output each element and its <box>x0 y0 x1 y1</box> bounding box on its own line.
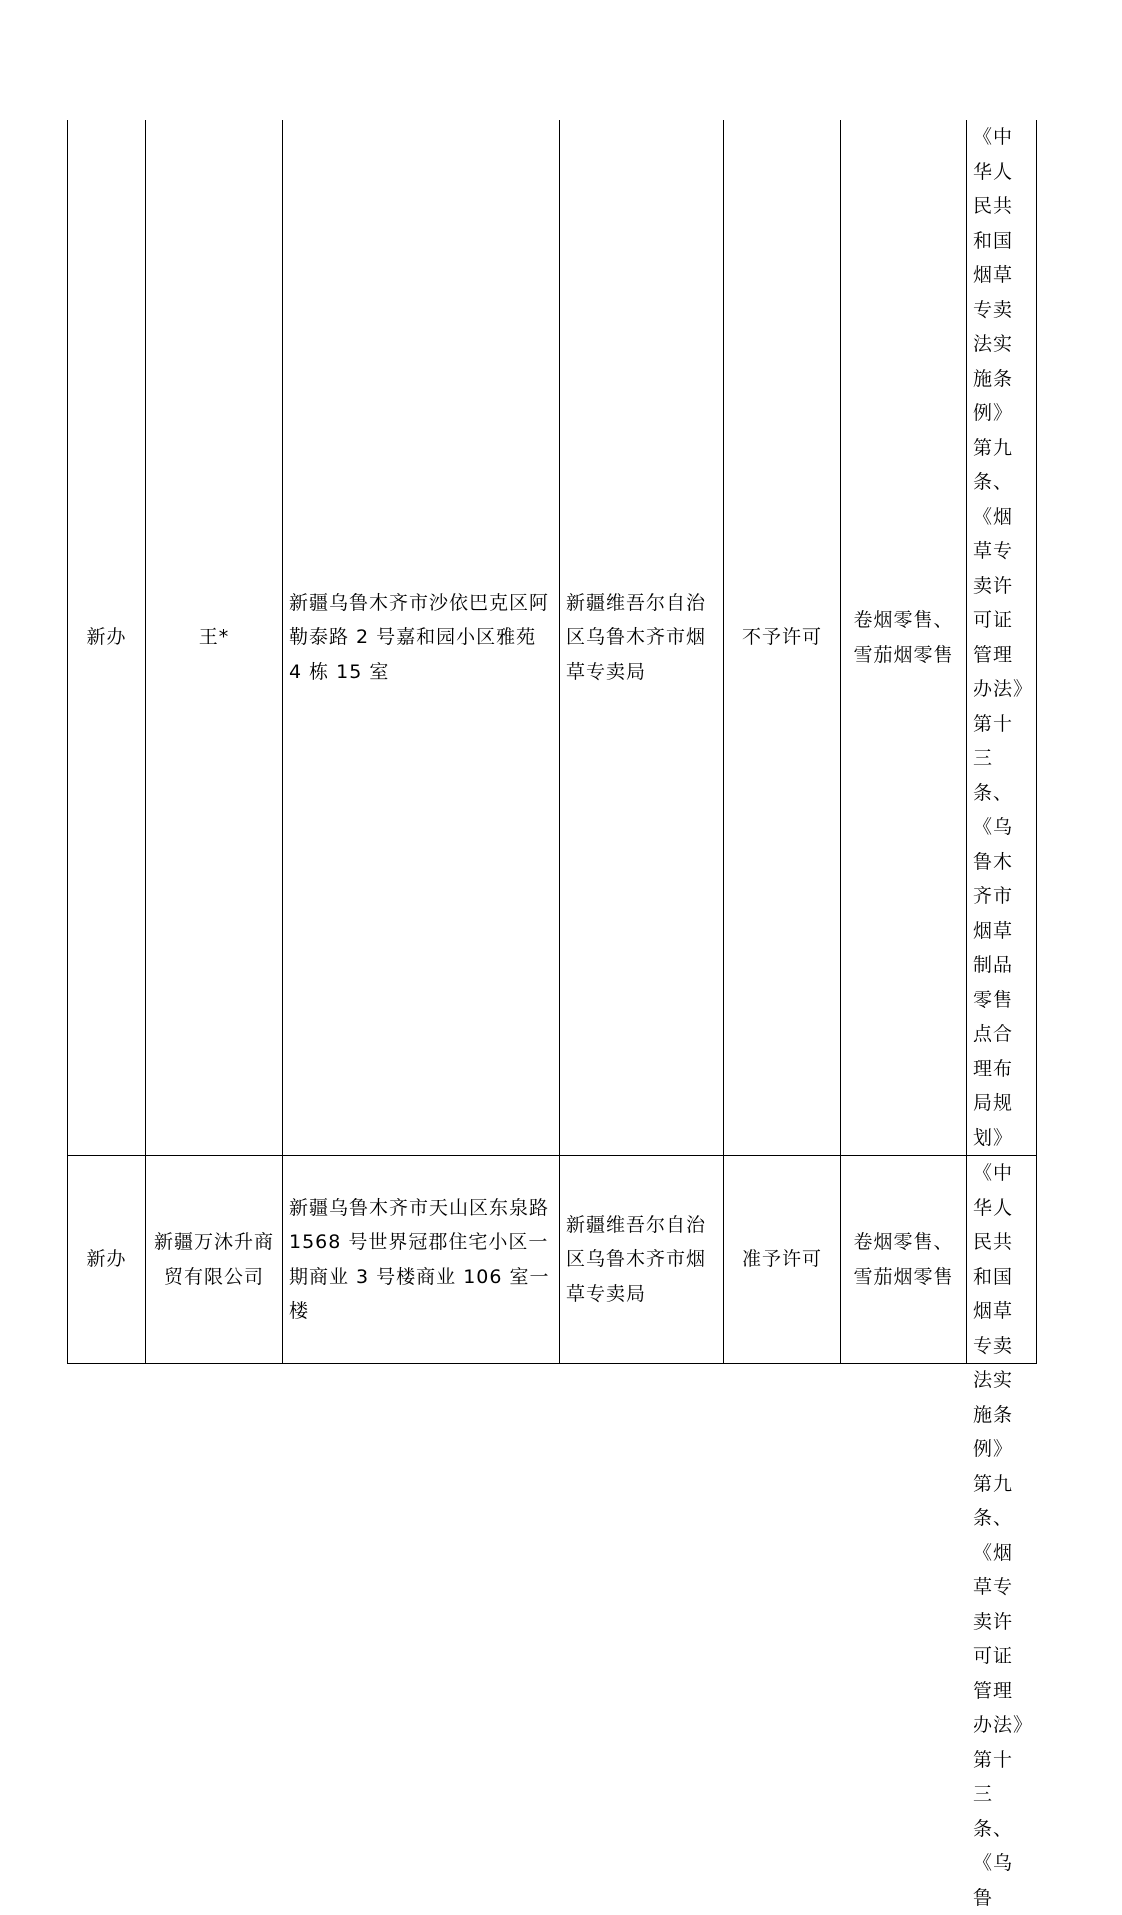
cell-business-scope: 卷烟零售、雪茄烟零售 <box>841 120 967 1156</box>
cell-licensing-authority: 新疆维吾尔自治区乌鲁木齐市烟草专卖局 <box>560 120 724 1156</box>
table-row <box>68 1156 1037 1364</box>
cell-decision-result: 准予许可 <box>724 1156 841 1364</box>
cell-decision-result: 不予许可 <box>724 120 841 1156</box>
cell-legal-basis: 《中华人民共和国烟草专卖法实施条例》第九条、《烟草专卖许可证管理办法》第十三条、《乌鲁木齐市烟草制品零售点合理布局规划》 <box>967 120 1037 1156</box>
legal-basis-text: 《中华人民共和国烟草专卖法实施条例》第九条、《烟草专卖许可证管理办法》第十三条、《乌鲁 <box>973 1162 1024 1909</box>
cell-application-type: 新办 <box>68 120 146 1156</box>
table-row <box>68 120 1037 1156</box>
cell-applicant-name: 新疆万沐升商贸有限公司 <box>146 1156 283 1364</box>
cell-business-scope: 卷烟零售、雪茄烟零售 <box>841 1156 967 1364</box>
license-decision-table <box>67 120 1037 1909</box>
cell-business-address: 新疆乌鲁木齐市天山区东泉路 1568 号世界冠郡住宅小区一期商业 3 号楼商业 106 室一楼 <box>283 1156 560 1364</box>
cell-application-type: 新办 <box>68 1156 146 1364</box>
cell-business-address: 新疆乌鲁木齐市沙依巴克区阿勒泰路 2 号嘉和园小区雅苑 4 栋 15 室 <box>283 120 560 1156</box>
cell-licensing-authority: 新疆维吾尔自治区乌鲁木齐市烟草专卖局 <box>560 1156 724 1364</box>
license-decision-table-page <box>67 120 1037 1909</box>
cell-legal-basis <box>967 1156 1037 1909</box>
cell-applicant-name: 王* <box>146 120 283 1156</box>
